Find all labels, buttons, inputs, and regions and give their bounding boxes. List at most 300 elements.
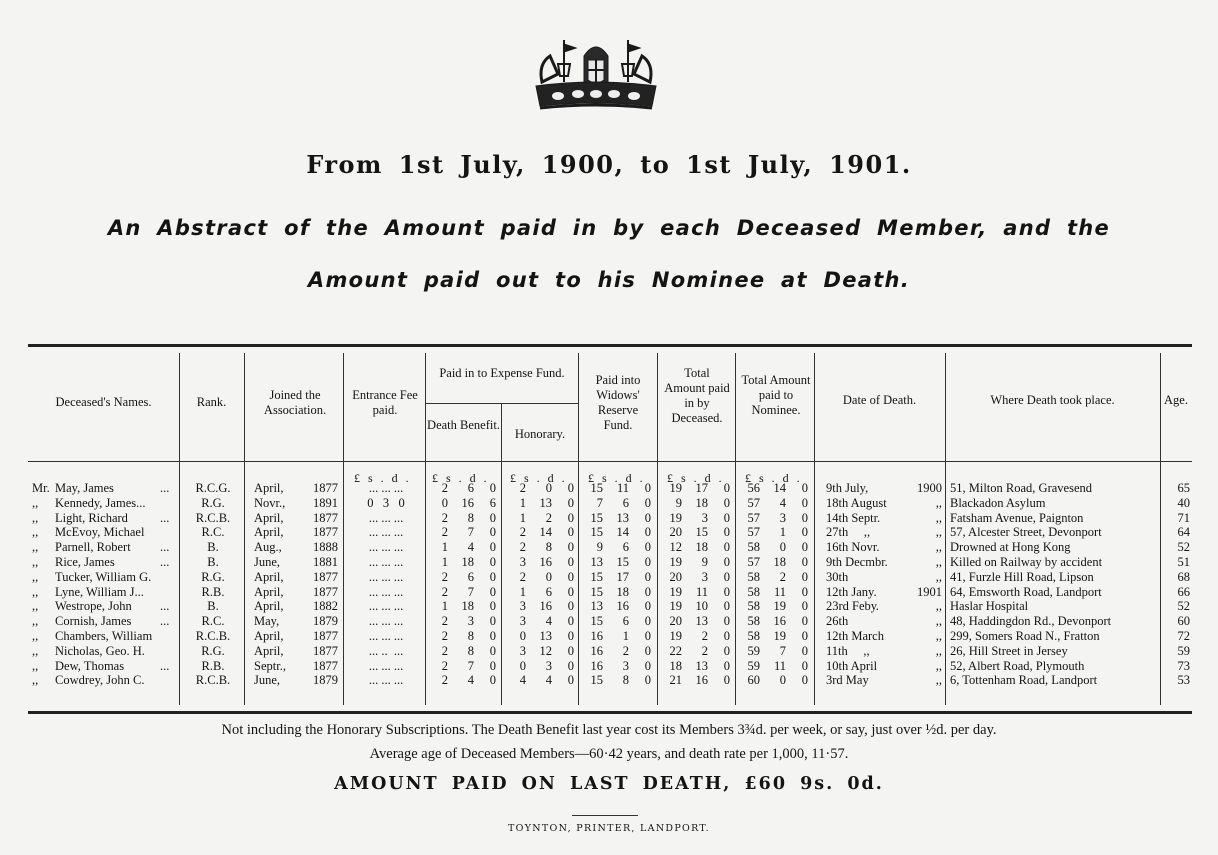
widows-pounds: 9 bbox=[596, 540, 603, 555]
row-prefix: ,, bbox=[32, 554, 39, 569]
honorary-pence: 0 bbox=[567, 495, 574, 510]
header-age: Age. bbox=[1164, 393, 1188, 407]
header-honorary: Honorary. bbox=[514, 427, 566, 441]
date-of-death: 16th Novr. bbox=[826, 540, 880, 555]
place-of-death: Haslar Hospital bbox=[950, 599, 1029, 614]
total-to-pounds: 56 bbox=[747, 481, 760, 495]
entrance-fee: ... ... ... bbox=[368, 554, 404, 569]
header-rank: Rank. bbox=[196, 395, 227, 409]
death-shillings: 18 bbox=[461, 599, 474, 614]
place-of-death: 41, Furzle Hill Road, Lipson bbox=[950, 569, 1094, 584]
death-pounds: 2 bbox=[441, 569, 448, 584]
honorary-shillings: 0 bbox=[545, 481, 552, 495]
rank: B. bbox=[207, 540, 219, 555]
deceased-name: Light, Richard bbox=[55, 510, 128, 525]
name-leader: ... bbox=[160, 599, 170, 614]
row-prefix: ,, bbox=[32, 658, 39, 673]
widows-shillings: 17 bbox=[616, 569, 629, 584]
rank: R.C. bbox=[201, 614, 225, 629]
joined-year: 1879 bbox=[313, 673, 338, 688]
death-shillings: 7 bbox=[467, 584, 474, 599]
joined-year: 1882 bbox=[313, 599, 338, 614]
total-to-shillings: 2 bbox=[779, 569, 786, 584]
joined-year: 1877 bbox=[313, 643, 338, 658]
table-row bbox=[28, 614, 1192, 629]
rank: R.G. bbox=[201, 569, 225, 584]
table-body bbox=[28, 481, 1192, 688]
death-pounds: 1 bbox=[441, 540, 448, 555]
total-to-pence: 0 bbox=[801, 614, 808, 629]
total-to-pounds: 58 bbox=[747, 599, 760, 614]
row-prefix: ,, bbox=[32, 540, 39, 555]
total-to-shillings: 1 bbox=[779, 525, 786, 540]
rank: R.C.B. bbox=[195, 673, 231, 688]
table-row bbox=[28, 629, 1192, 644]
death-pounds: 2 bbox=[441, 628, 448, 643]
rank: R.B. bbox=[201, 584, 225, 599]
age: 40 bbox=[1177, 495, 1190, 510]
total-in-shillings: 11 bbox=[695, 584, 708, 599]
row-prefix: ,, bbox=[32, 510, 39, 525]
widows-shillings: 11 bbox=[616, 481, 629, 495]
place-of-death: Blackadon Asylum bbox=[950, 495, 1046, 510]
widows-pence: 0 bbox=[644, 495, 651, 510]
honorary-pence: 0 bbox=[567, 614, 574, 629]
place-of-death: 6, Tottenham Road, Landport bbox=[950, 673, 1098, 688]
period-heading: From 1st July, 1900, to 1st July, 1901. bbox=[306, 150, 912, 179]
widows-pounds: 16 bbox=[590, 628, 603, 643]
deceased-name: Cowdrey, John C. bbox=[55, 673, 145, 688]
row-prefix: ,, bbox=[32, 525, 39, 540]
row-prefix: ,, bbox=[32, 569, 39, 584]
death-year: ,, bbox=[935, 658, 942, 673]
widows-pence: 0 bbox=[644, 569, 651, 584]
total-to-pounds: 57 bbox=[747, 554, 760, 569]
total-in-shillings: 10 bbox=[695, 599, 708, 614]
honorary-shillings: 13 bbox=[539, 628, 552, 643]
place-of-death: Fatsham Avenue, Paignton bbox=[950, 510, 1084, 525]
total-in-shillings: 18 bbox=[695, 495, 708, 510]
honorary-shillings: 13 bbox=[539, 495, 552, 510]
total-in-shillings: 17 bbox=[695, 481, 708, 495]
total-to-pence: 0 bbox=[801, 643, 808, 658]
widows-shillings: 16 bbox=[616, 599, 629, 614]
honorary-shillings: 2 bbox=[545, 510, 552, 525]
deceased-name: Westrope, John bbox=[55, 599, 132, 614]
honorary-shillings: 6 bbox=[545, 584, 552, 599]
joined-year: 1877 bbox=[313, 628, 338, 643]
deceased-name: Chambers, William bbox=[55, 628, 153, 643]
deceased-name: Tucker, William G. bbox=[55, 569, 152, 584]
death-pounds: 1 bbox=[441, 554, 448, 569]
joined-month: April, bbox=[254, 525, 284, 540]
death-shillings: 16 bbox=[461, 495, 474, 510]
death-year: ,, bbox=[935, 495, 942, 510]
divider bbox=[572, 815, 638, 816]
table-row bbox=[28, 585, 1192, 600]
joined-month: April, bbox=[254, 628, 284, 643]
header-entrance: Entrance Fee paid. bbox=[352, 388, 418, 417]
total-in-pence: 0 bbox=[723, 569, 730, 584]
date-of-death: 23rd Febу. bbox=[826, 599, 879, 614]
total-to-pounds: 59 bbox=[747, 658, 760, 673]
joined-month: June, bbox=[254, 554, 281, 569]
joined-month: Septr., bbox=[254, 658, 286, 673]
header-where-death: Where Death took place. bbox=[990, 393, 1115, 407]
death-year: ,, bbox=[935, 599, 942, 614]
rank: R.C.G. bbox=[195, 481, 231, 495]
header-expense-fund: Paid in to Expense Fund. bbox=[439, 366, 565, 380]
death-pence: 0 bbox=[489, 554, 496, 569]
death-pence: 0 bbox=[489, 569, 496, 584]
rank: R.B. bbox=[201, 658, 225, 673]
total-in-shillings: 2 bbox=[701, 628, 708, 643]
total-in-pence: 0 bbox=[723, 495, 730, 510]
death-pence: 0 bbox=[489, 643, 496, 658]
total-in-shillings: 3 bbox=[701, 569, 708, 584]
honorary-pounds: 3 bbox=[519, 643, 526, 658]
death-pence: 0 bbox=[489, 614, 496, 629]
age: 71 bbox=[1177, 510, 1190, 525]
age: 64 bbox=[1177, 525, 1190, 540]
total-in-pence: 0 bbox=[723, 658, 730, 673]
death-year: ,, bbox=[935, 540, 942, 555]
total-in-pounds: 19 bbox=[669, 584, 682, 599]
death-shillings: 3 bbox=[467, 614, 474, 629]
header-names: Deceased's Names. bbox=[55, 395, 152, 409]
total-to-pounds: 58 bbox=[747, 584, 760, 599]
death-year: ,, bbox=[935, 554, 942, 569]
death-pence: 6 bbox=[489, 495, 496, 510]
honorary-shillings: 16 bbox=[539, 599, 552, 614]
total-to-pounds: 58 bbox=[747, 614, 760, 629]
entrance-fee: ... ... ... bbox=[368, 584, 404, 599]
honorary-pounds: 1 bbox=[519, 495, 526, 510]
table-row bbox=[28, 659, 1192, 674]
joined-year: 1877 bbox=[313, 481, 338, 495]
rank: B. bbox=[207, 554, 219, 569]
header-death-benefit: Death Benefit. bbox=[427, 418, 500, 432]
printer-imprint: TOYNTON, PRINTER, LANDPORT. bbox=[508, 823, 710, 834]
honorary-pounds: 4 bbox=[519, 673, 526, 688]
death-shillings: 8 bbox=[467, 628, 474, 643]
death-pounds: 2 bbox=[441, 481, 448, 495]
header-joined: Joined the Association. bbox=[263, 388, 327, 417]
total-in-shillings: 9 bbox=[701, 554, 708, 569]
row-prefix: ,, bbox=[32, 584, 39, 599]
honorary-pence: 0 bbox=[567, 628, 574, 643]
total-to-pounds: 60 bbox=[747, 673, 760, 688]
place-of-death: 64, Emsworth Road, Landport bbox=[950, 584, 1102, 599]
honorary-shillings: 14 bbox=[539, 525, 552, 540]
joined-month: April, bbox=[254, 599, 284, 614]
death-year: ,, bbox=[935, 628, 942, 643]
death-year: ,, bbox=[935, 510, 942, 525]
table-row bbox=[28, 599, 1192, 614]
joined-year: 1877 bbox=[313, 525, 338, 540]
widows-pence: 0 bbox=[644, 540, 651, 555]
entrance-fee: ... ... ... bbox=[368, 614, 404, 629]
joined-month: June, bbox=[254, 673, 281, 688]
widows-shillings: 14 bbox=[616, 525, 629, 540]
header-rule bbox=[28, 461, 1192, 462]
joined-year: 1877 bbox=[313, 658, 338, 673]
widows-pounds: 16 bbox=[590, 658, 603, 673]
date-of-death: 12th March bbox=[826, 628, 884, 643]
age: 59 bbox=[1177, 643, 1190, 658]
widows-shillings: 6 bbox=[622, 495, 629, 510]
entrance-fee: ... ... ... bbox=[368, 658, 404, 673]
total-to-pence: 0 bbox=[801, 481, 808, 495]
total-to-shillings: 14 bbox=[773, 481, 786, 495]
table-row bbox=[28, 525, 1192, 540]
total-in-pence: 0 bbox=[723, 614, 730, 629]
joined-year: 1891 bbox=[313, 495, 338, 510]
widows-pence: 0 bbox=[644, 658, 651, 673]
death-shillings: 7 bbox=[467, 658, 474, 673]
date-of-death: 12th Jany. bbox=[826, 584, 877, 599]
total-in-shillings: 3 bbox=[701, 510, 708, 525]
widows-shillings: 2 bbox=[622, 643, 629, 658]
widows-pounds: 15 bbox=[590, 510, 603, 525]
widows-pence: 0 bbox=[644, 628, 651, 643]
name-leader: ... bbox=[160, 481, 170, 495]
death-pence: 0 bbox=[489, 599, 496, 614]
total-in-shillings: 13 bbox=[695, 658, 708, 673]
honorary-pounds: 2 bbox=[519, 525, 526, 540]
date-of-death: 30th bbox=[826, 569, 849, 584]
deceased-name: Cornish, James bbox=[55, 614, 132, 629]
death-pounds: 2 bbox=[441, 584, 448, 599]
age: 73 bbox=[1177, 658, 1190, 673]
joined-month: April, bbox=[254, 643, 284, 658]
total-in-pence: 0 bbox=[723, 525, 730, 540]
total-in-pence: 0 bbox=[723, 673, 730, 688]
widows-pounds: 15 bbox=[590, 525, 603, 540]
honorary-shillings: 16 bbox=[539, 554, 552, 569]
total-to-shillings: 4 bbox=[779, 495, 786, 510]
honorary-pence: 0 bbox=[567, 569, 574, 584]
total-in-pounds: 19 bbox=[669, 481, 682, 495]
total-to-pounds: 58 bbox=[747, 628, 760, 643]
death-pence: 0 bbox=[489, 658, 496, 673]
date-of-death: 9th Decmbr. bbox=[826, 554, 888, 569]
age: 66 bbox=[1177, 584, 1190, 599]
abstract-table bbox=[28, 344, 1192, 714]
total-to-shillings: 19 bbox=[773, 628, 786, 643]
table-row bbox=[28, 673, 1192, 688]
honorary-pounds: 3 bbox=[519, 554, 526, 569]
place-of-death: 57, Alcester Street, Devonport bbox=[950, 525, 1102, 540]
death-shillings: 7 bbox=[467, 525, 474, 540]
death-pence: 0 bbox=[489, 628, 496, 643]
honorary-pounds: 2 bbox=[519, 540, 526, 555]
age: 72 bbox=[1177, 628, 1190, 643]
death-year: ,, bbox=[935, 525, 942, 540]
total-in-shillings: 16 bbox=[695, 673, 708, 688]
total-in-shillings: 15 bbox=[695, 525, 708, 540]
widows-shillings: 18 bbox=[616, 584, 629, 599]
table-row bbox=[28, 540, 1192, 555]
honorary-pence: 0 bbox=[567, 525, 574, 540]
total-in-pounds: 22 bbox=[669, 643, 682, 658]
deceased-name: Rice, James bbox=[55, 554, 115, 569]
total-to-shillings: 0 bbox=[779, 673, 786, 688]
header-total-paid-in: Total Amount paid in by Deceased. bbox=[664, 366, 730, 425]
honorary-pence: 0 bbox=[567, 599, 574, 614]
note-honorary-subscriptions: Not including the Honorary Subscriptions. The Death Benefit last year cost its Members 3¾d. per week, or say, just over ½d. per day. bbox=[221, 722, 997, 738]
row-prefix: ,, bbox=[32, 673, 39, 688]
widows-shillings: 15 bbox=[616, 554, 629, 569]
widows-pounds: 15 bbox=[590, 481, 603, 495]
row-prefix: Mr. bbox=[32, 481, 50, 495]
rank: R.G. bbox=[201, 495, 225, 510]
death-year: 1901 bbox=[917, 584, 942, 599]
widows-shillings: 13 bbox=[616, 510, 629, 525]
deceased-name: McEvoy, Michael bbox=[55, 525, 145, 540]
death-pounds: 2 bbox=[441, 673, 448, 688]
total-in-pence: 0 bbox=[723, 510, 730, 525]
joined-month: April, bbox=[254, 510, 284, 525]
death-pounds: 2 bbox=[441, 658, 448, 673]
total-to-pence: 0 bbox=[801, 658, 808, 673]
total-to-shillings: 0 bbox=[779, 540, 786, 555]
rank: R.G. bbox=[201, 643, 225, 658]
subtitle-line-1: An Abstract of the Amount paid in by each Deceased Member, and the bbox=[107, 216, 1111, 240]
total-in-pounds: 19 bbox=[669, 554, 682, 569]
place-of-death: 48, Haddingdon Rd., Devonport bbox=[950, 614, 1112, 629]
joined-month: April, bbox=[254, 584, 284, 599]
death-shillings: 4 bbox=[467, 673, 474, 688]
widows-pounds: 13 bbox=[590, 554, 603, 569]
total-in-shillings: 13 bbox=[695, 614, 708, 629]
deceased-name: May, James bbox=[55, 481, 114, 495]
joined-year: 1881 bbox=[313, 554, 338, 569]
age: 60 bbox=[1177, 614, 1190, 629]
total-to-pounds: 57 bbox=[747, 510, 760, 525]
total-in-pounds: 18 bbox=[669, 658, 682, 673]
widows-pence: 0 bbox=[644, 481, 651, 495]
total-to-pounds: 58 bbox=[747, 540, 760, 555]
widows-pence: 0 bbox=[644, 584, 651, 599]
total-to-shillings: 19 bbox=[773, 599, 786, 614]
widows-pounds: 16 bbox=[590, 643, 603, 658]
total-in-pence: 0 bbox=[723, 584, 730, 599]
honorary-pounds: 0 bbox=[519, 658, 526, 673]
age: 68 bbox=[1177, 569, 1190, 584]
widows-shillings: 1 bbox=[622, 628, 629, 643]
total-to-pence: 0 bbox=[801, 628, 808, 643]
units-widows: £s.d. bbox=[588, 471, 651, 485]
honorary-pence: 0 bbox=[567, 643, 574, 658]
honorary-pence: 0 bbox=[567, 481, 574, 495]
total-to-pence: 0 bbox=[801, 599, 808, 614]
row-prefix: ,, bbox=[32, 628, 39, 643]
death-shillings: 8 bbox=[467, 643, 474, 658]
date-of-death: 26th bbox=[826, 614, 849, 629]
joined-year: 1877 bbox=[313, 510, 338, 525]
death-pounds: 2 bbox=[441, 643, 448, 658]
total-to-pence: 0 bbox=[801, 584, 808, 599]
deceased-name: Lyne, William J... bbox=[55, 584, 144, 599]
entrance-fee: ... ... ... bbox=[368, 628, 404, 643]
entrance-fee: ... ... ... bbox=[368, 481, 404, 495]
total-in-pence: 0 bbox=[723, 599, 730, 614]
date-of-death: 18th August bbox=[826, 495, 887, 510]
total-to-pence: 0 bbox=[801, 569, 808, 584]
date-of-death: 10th April bbox=[826, 658, 878, 673]
name-leader: ... bbox=[160, 510, 170, 525]
total-to-pence: 0 bbox=[801, 540, 808, 555]
widows-pounds: 15 bbox=[590, 673, 603, 688]
death-year: ,, bbox=[935, 614, 942, 629]
death-pence: 0 bbox=[489, 673, 496, 688]
total-to-pounds: 57 bbox=[747, 495, 760, 510]
widows-pence: 0 bbox=[644, 510, 651, 525]
widows-pence: 0 bbox=[644, 599, 651, 614]
age: 52 bbox=[1177, 599, 1190, 614]
death-year: ,, bbox=[935, 673, 942, 688]
joined-month: April, bbox=[254, 569, 284, 584]
widows-pence: 0 bbox=[644, 525, 651, 540]
age: 53 bbox=[1177, 673, 1190, 688]
total-to-pence: 0 bbox=[801, 495, 808, 510]
widows-shillings: 8 bbox=[622, 673, 629, 688]
widows-pounds: 15 bbox=[590, 614, 603, 629]
death-year: ,, bbox=[935, 643, 942, 658]
death-shillings: 6 bbox=[467, 569, 474, 584]
honorary-shillings: 0 bbox=[545, 569, 552, 584]
widows-pence: 0 bbox=[644, 554, 651, 569]
honorary-pounds: 3 bbox=[519, 614, 526, 629]
entrance-fee: 0 3 0 bbox=[367, 495, 405, 510]
date-of-death: 11th ,, bbox=[826, 643, 870, 658]
death-shillings: 6 bbox=[467, 481, 474, 495]
header-total-paid-to: Total Amount paid to Nominee. bbox=[741, 373, 811, 417]
total-in-pence: 0 bbox=[723, 554, 730, 569]
death-pounds: 2 bbox=[441, 614, 448, 629]
total-in-shillings: 18 bbox=[695, 540, 708, 555]
honorary-pence: 0 bbox=[567, 540, 574, 555]
death-pounds: 2 bbox=[441, 510, 448, 525]
deceased-name: Nicholas, Geo. H. bbox=[55, 643, 145, 658]
units-total-in: £s.d. bbox=[667, 471, 730, 485]
name-leader: ... bbox=[160, 658, 170, 673]
death-year: 1900 bbox=[917, 481, 942, 495]
subtitle-line-2: Amount paid out to his Nominee at Death. bbox=[307, 268, 911, 292]
joined-month: Aug., bbox=[254, 540, 282, 555]
total-to-pounds: 59 bbox=[747, 643, 760, 658]
units-total-to: £s.d. bbox=[745, 471, 808, 485]
death-pounds: 1 bbox=[441, 599, 448, 614]
honorary-pounds: 0 bbox=[519, 628, 526, 643]
total-to-shillings: 3 bbox=[779, 510, 786, 525]
total-in-shillings: 2 bbox=[701, 643, 708, 658]
total-in-pounds: 9 bbox=[675, 495, 682, 510]
honorary-pounds: 1 bbox=[519, 510, 526, 525]
date-of-death: 27th ,, bbox=[826, 525, 871, 540]
expense-group-rule bbox=[426, 403, 578, 404]
total-in-pence: 0 bbox=[723, 628, 730, 643]
total-in-pounds: 20 bbox=[669, 614, 682, 629]
age: 52 bbox=[1177, 540, 1190, 555]
death-shillings: 4 bbox=[467, 540, 474, 555]
total-in-pounds: 12 bbox=[669, 540, 682, 555]
widows-pounds: 15 bbox=[590, 584, 603, 599]
header-date-of-death: Date of Death. bbox=[842, 393, 917, 407]
honorary-pence: 0 bbox=[567, 584, 574, 599]
place-of-death: Drowned at Hong Kong bbox=[950, 540, 1071, 555]
